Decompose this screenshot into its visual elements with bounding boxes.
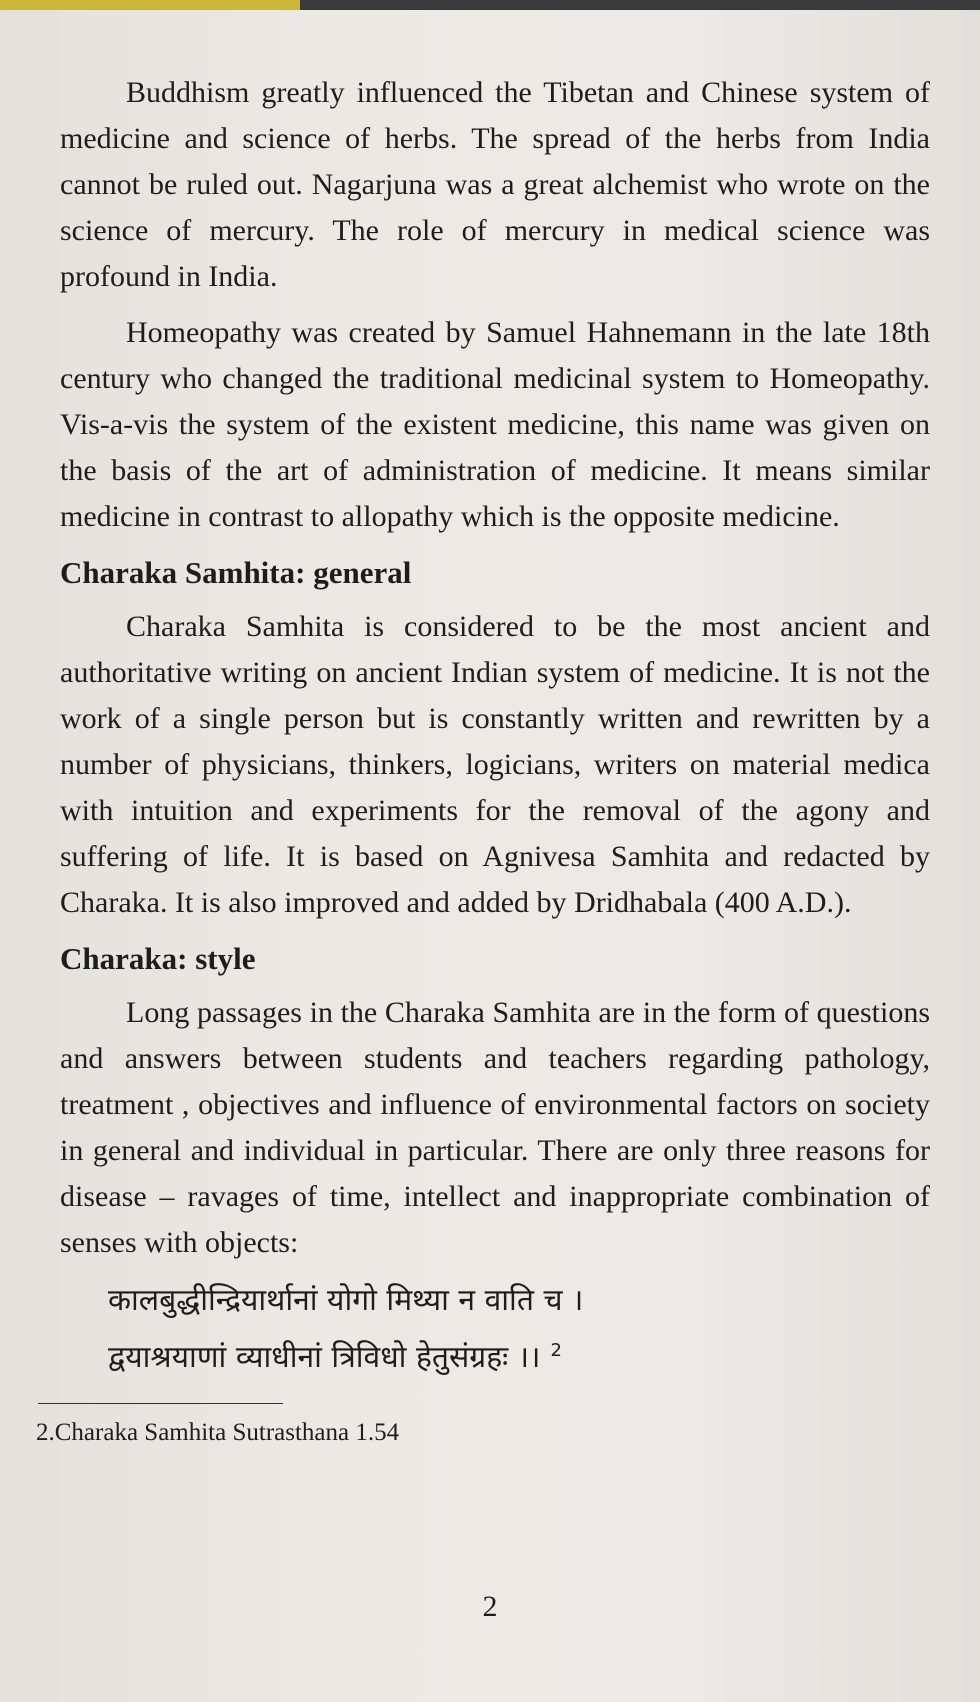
photo-edge-strip bbox=[0, 0, 300, 10]
heading-charaka-general: Charaka Samhita: general bbox=[60, 555, 412, 590]
page-number: 2 bbox=[482, 1590, 498, 1623]
sanskrit-line-2: द्वयाश्रयाणां व्याधीनां त्रिविधो हेतुसंग्रहः ।। bbox=[108, 1340, 541, 1375]
heading-charaka-style: Charaka: style bbox=[60, 941, 256, 976]
photo-edge-dark bbox=[300, 0, 980, 10]
footnote-reference: 2 bbox=[550, 1340, 562, 1361]
footnote-divider bbox=[38, 1403, 283, 1404]
footnote: 2.Charaka Samhita Sutrasthana 1.54 bbox=[36, 1419, 400, 1446]
sanskrit-verse bbox=[108, 1276, 930, 1383]
paragraph-homeopathy: Homeopathy was created by Samuel Hahnemann in the late 18th century who changed the traditional medicinal system to Homeopathy. Vis-a-vis the system of the existent medicine, this name was given on the basis of the art of administration of medicine. It means similar medicine in contrast to allopathy which is the opposite medicine. bbox=[60, 316, 930, 533]
book-page bbox=[0, 10, 980, 1702]
sanskrit-line-1: कालबुद्धीन्द्रियार्थानां योगो मिथ्या न वाति च । bbox=[108, 1283, 584, 1318]
paragraph-buddhism: Buddhism greatly influenced the Tibetan and Chinese system of medicine and science of herbs. The spread of the herbs from India cannot be ruled out. Nagarjuna was a great alchemist who wrote on the science of mercury. The role of mercury in medical science was profound in India. bbox=[60, 76, 930, 293]
sanskrit-line-2-wrap bbox=[108, 1326, 930, 1383]
paragraph-charaka-general: Charaka Samhita is considered to be the most ancient and authoritative writing on ancient Indian system of medicine. It is not the work of a single person but is constantly written and rewritten by a number of physicians, thinkers, logicians, writers on material medica with intuition and experiments for the removal of the agony and suffering of life. It is based on Agnivesa Samhita and redacted by Charaka. It is also improved and added by Dridhabala (400 A.D.). bbox=[60, 610, 930, 919]
paragraph-charaka-style: Long passages in the Charaka Samhita are in the form of questions and answers between students and teachers regarding pathology, treatment , objectives and influence of environmental factors on society in general and individual in particular. There are only three reasons for disease – ravages of time, intellect and inappropriate combination of senses with objects: bbox=[60, 996, 930, 1259]
